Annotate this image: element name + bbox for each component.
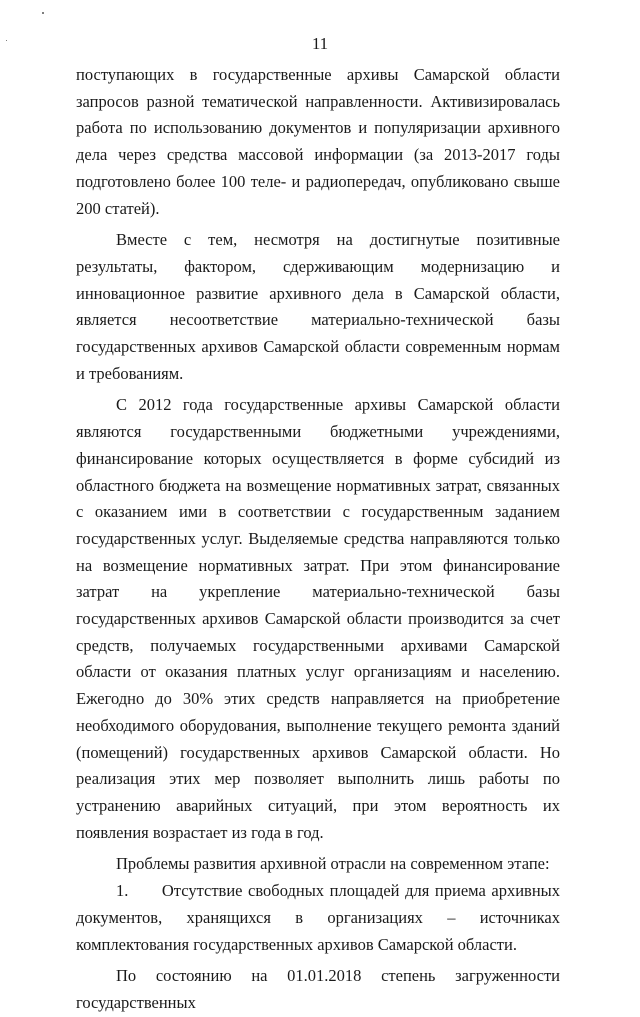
paragraph-problems-intro: Вместе с тем, несмотря на достигнутые позитивные результаты, фактором, сдерживающим модернизацию и инновационное развитие архивного дела в Самарской области, является несоответствие материально-технической базы государственных архивов Самарской области современным нормам и требованиям. (76, 230, 560, 383)
paragraph-continuation: поступающих в государственные архивы Самарской области запросов разной тематической направленности. Активизировалась работа по использованию документов и популяризации архивного дела через средства массовой информации (за 2013-2017 годы подготовлено более 100 теле- и радиопередач, опубликовано свыше 200 статей). (76, 65, 560, 218)
page-number: 11 (311, 34, 329, 53)
scan-speck (42, 12, 44, 14)
paragraph-financing: С 2012 года государственные архивы Самарской области являются государственными бюджетными учреждениями, финансирование которых осуществляется в форме субсидий из областного бюджета на возмещение нормативных затрат, связанных с оказанием ими в соответствии с государственным заданием государственных услуг. Выделяемые средства направляются только на возмещение нормативных затрат. При этом финансирование затрат на укрепление материально-технической базы государственных архивов Самарской области производится за счет средств, получаемых государственными архивами Самарской области от оказания платных услуг организациям и населению. Ежегодно до 30% этих средств направляется на приобретение необходимого оборудования, выполнение текущего ремонта зданий (помещений) государственных архивов Самарской области. Но реализация этих мер позволяет выполнить лишь работы по устранению аварийных ситуаций, при этом вероятность их появления возрастает из года в год. (76, 395, 560, 842)
paragraph-status: По состоянию на 01.01.2018 степень загруженности государственных (76, 966, 560, 1012)
document-body (76, 62, 560, 1017)
list-item-1: 1. Отсутствие свободных площадей для приема архивных документов, хранящихся в организациях – источниках комплектования государственных архивов Самарской области. (76, 881, 560, 954)
paragraph-problems-heading: Проблемы развития архивной отрасли на современном этапе: (116, 854, 550, 874)
